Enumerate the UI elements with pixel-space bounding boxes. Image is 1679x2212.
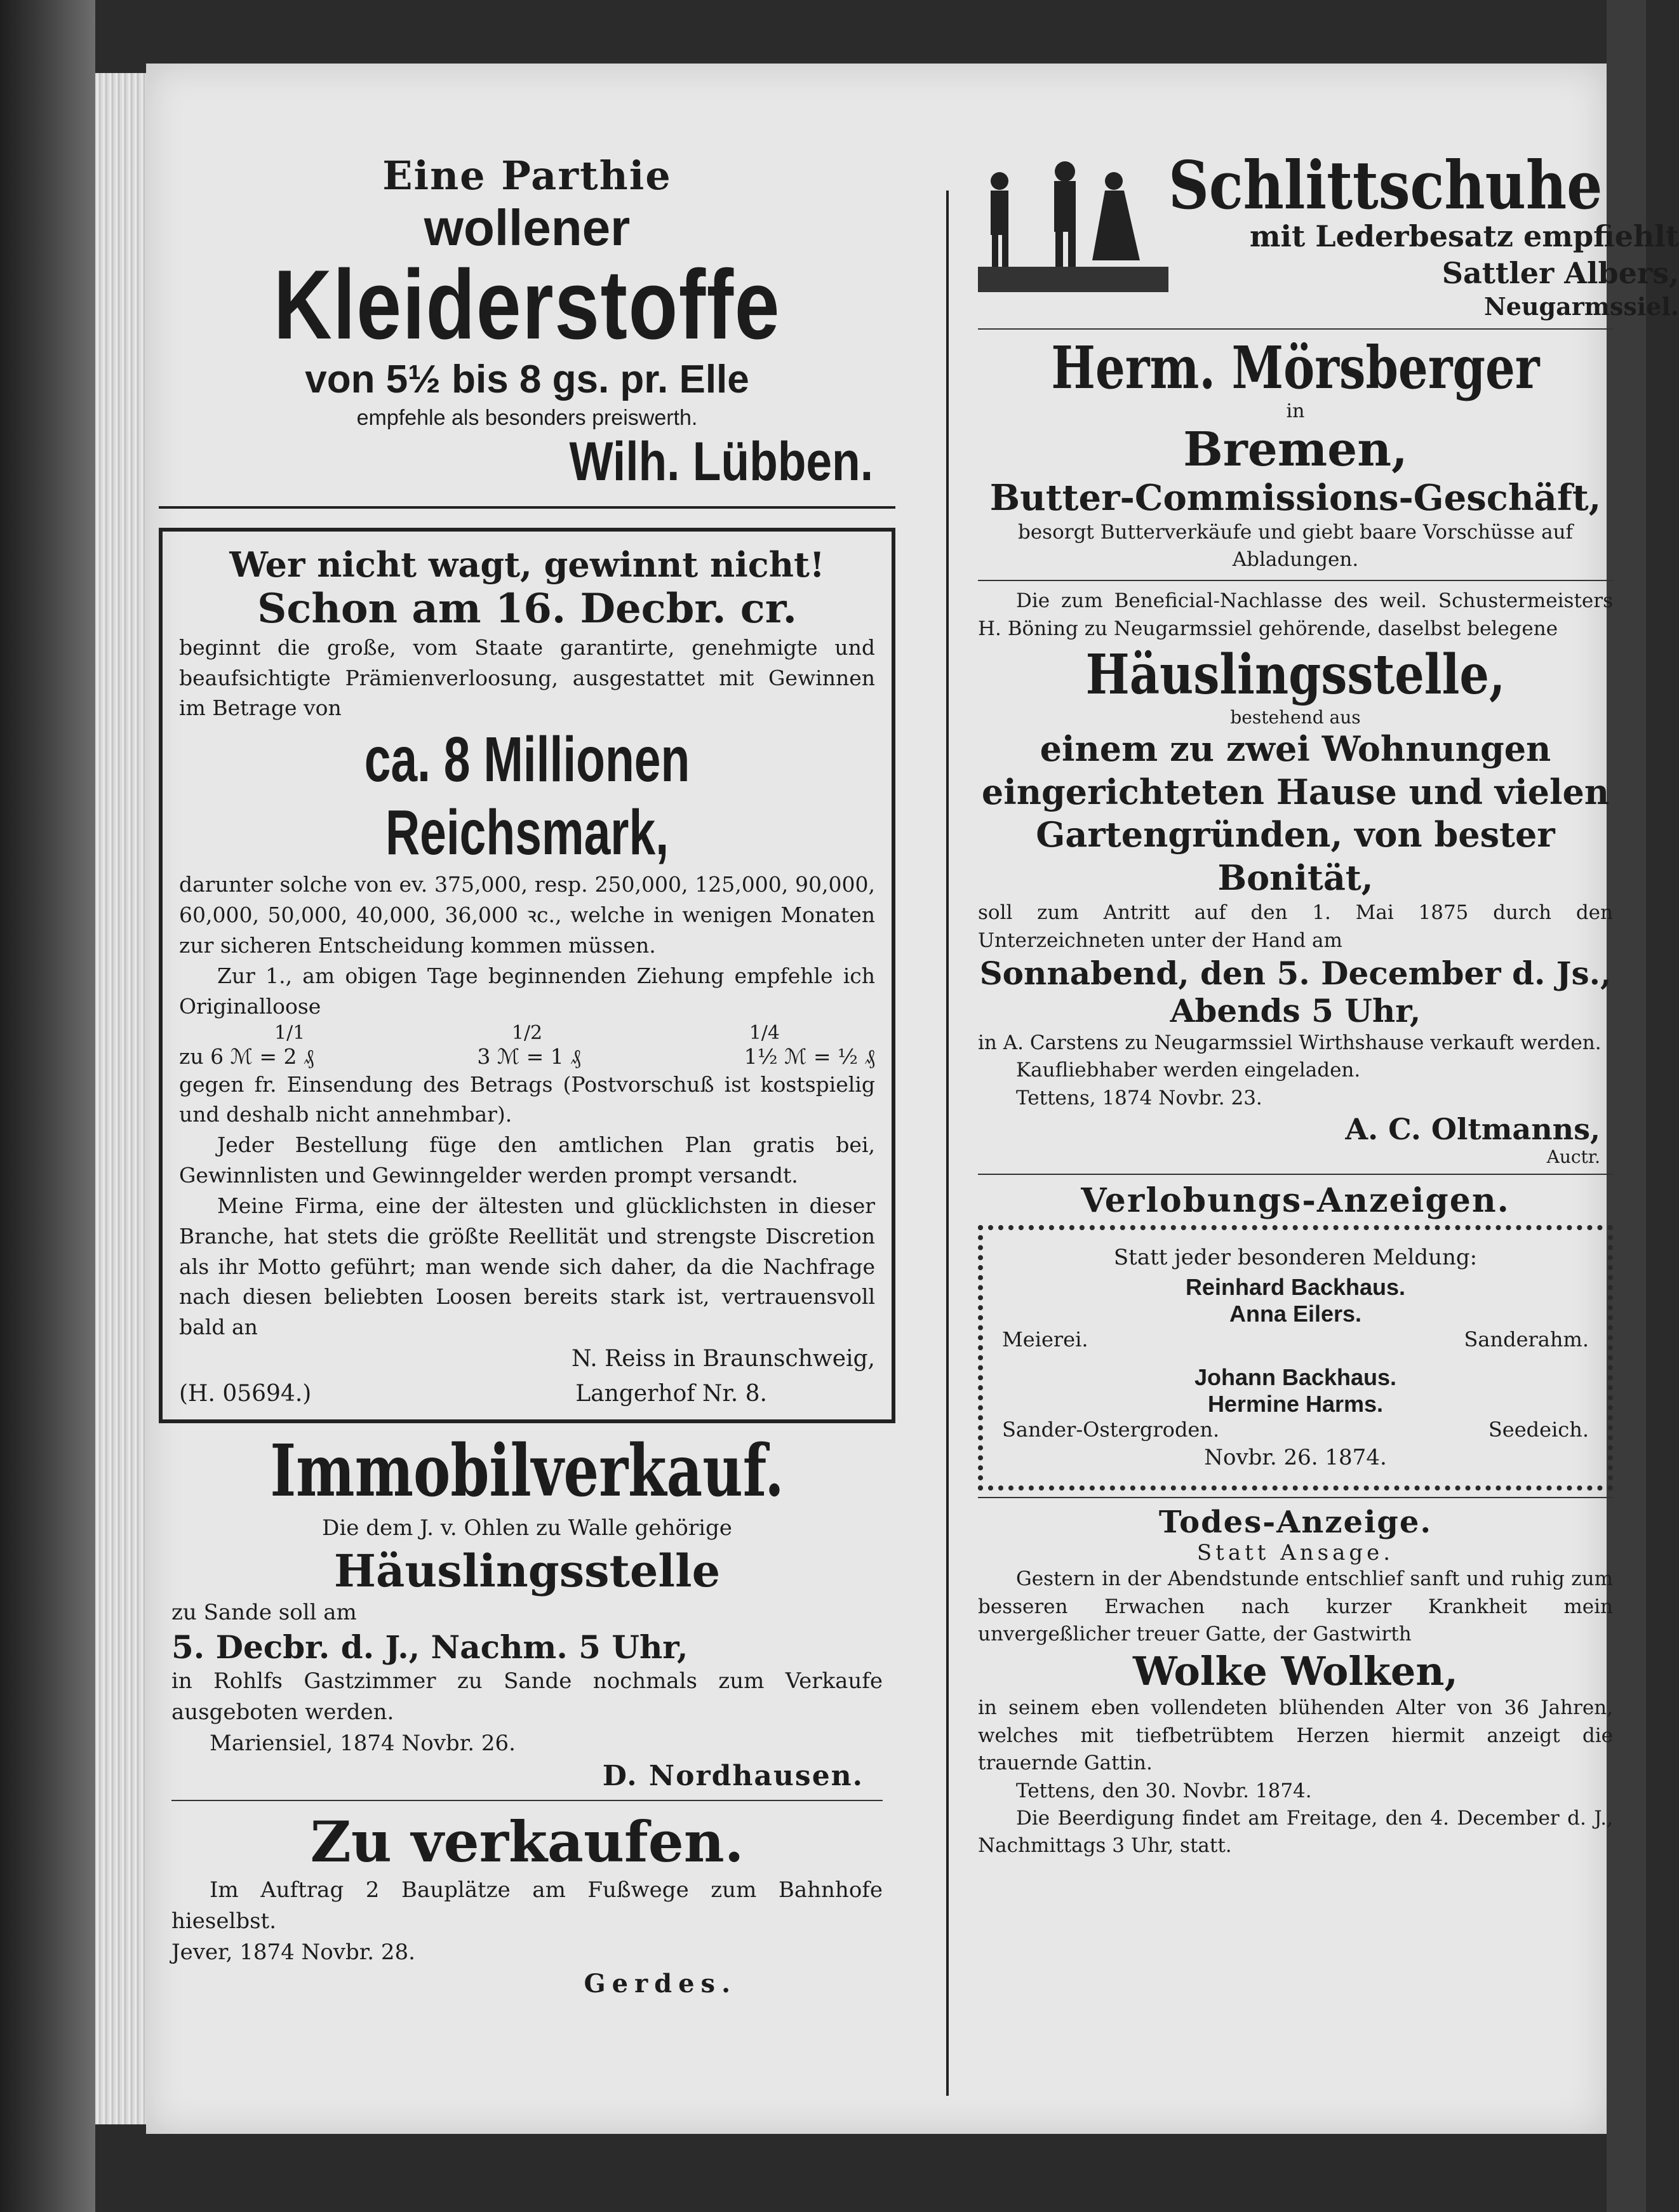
ad-herm xyxy=(978,333,1613,574)
ad-immobil-text2: in Rohlfs Gastzimmer zu Sande nochmals zum Verkaufe ausgeboten werden. xyxy=(171,1668,883,1726)
ad-herm-business: Butter-Commissions-Geschäft, xyxy=(989,476,1602,519)
ad-skates-line2: Sattler Albers, xyxy=(1442,255,1679,290)
ad-verl-places1 xyxy=(1002,1327,1589,1351)
ad-lottery-amount: ca. 8 Millionen Reichsmark, xyxy=(364,724,690,869)
ad-tod-sub: Statt Ansage. xyxy=(1196,1540,1395,1566)
ad-verl-name1: Reinhard Backhaus. xyxy=(1185,1274,1406,1301)
ad-lottery-para2: darunter solche von ev. 375,000, resp. 250,000, 125,000, 90,000, 60,000, 50,000, 40,000, 36,000 ꝛc., welche in wenigen Monaten zur sicheren Entscheidung kommen müssen. xyxy=(179,872,875,958)
ad-sale-text: Im Auftrag 2 Bauplätze am Fußwege zum Bahnhofe hieselbst. xyxy=(171,1877,883,1934)
ad-lottery-address: Langerhof Nr. 8. xyxy=(575,1381,767,1407)
ad-cloth-note: empfehle als besonders preiswerth. xyxy=(356,405,698,430)
ad-haus-title: Häuslingsstelle, xyxy=(1085,643,1506,707)
ad-tod-name: Wolke Wolken, xyxy=(1132,1648,1458,1695)
ad-lottery-head1: Wer nicht wagt, gewinnt nicht! xyxy=(229,544,825,585)
price-half: 3 ℳ = 1 ₰ xyxy=(477,1043,581,1069)
ad-cloth-line2: wollener xyxy=(424,199,631,256)
ad-lottery-code: (H. 05694.) xyxy=(179,1381,312,1407)
rule xyxy=(978,1174,1613,1175)
ad-skates-text xyxy=(1168,146,1679,322)
ad-todes xyxy=(978,1505,1613,1860)
skaters-illustration xyxy=(978,152,1168,298)
ad-immobil-signature: D. Nordhausen. xyxy=(602,1759,864,1792)
ad-haus xyxy=(978,587,1613,1167)
ad-haus-signature: A. C. Oltmanns, xyxy=(1345,1112,1600,1147)
fraction-quarter: 1/4 xyxy=(749,1021,780,1044)
ad-tod-text1: Gestern in der Abendstunde entschlief sanft und ruhig zum besseren Erwachen nach kurzer Krankheit mein unvergeßlicher treuer Gatte, der Gastwirth xyxy=(978,1567,1613,1646)
ad-cloth-price: von 5½ bis 8 gs. pr. Elle xyxy=(305,357,749,401)
ad-skates-line3: Neugarmssiel. xyxy=(1484,292,1679,321)
ad-immobil-text1: zu Sande soll am xyxy=(171,1599,357,1625)
ad-verl-place2-left: Sander-Ostergroden. xyxy=(1002,1418,1220,1442)
fraction-whole: 1/1 xyxy=(274,1021,305,1044)
ad-lottery-para5: Jeder Bestellung füge den amtlichen Plan gratis bei, Gewinnlisten und Gewinngelder werden prompt versandt. xyxy=(179,1132,875,1188)
ad-cloth-headline: Kleiderstoffe xyxy=(273,250,781,359)
rule xyxy=(978,328,1613,330)
ad-sale xyxy=(146,1809,908,1999)
rule xyxy=(978,580,1613,581)
ad-verlobung xyxy=(978,1181,1613,1491)
ad-lottery-sig-name: N. Reiss in Braunschweig, xyxy=(572,1346,875,1372)
ad-lottery xyxy=(159,528,895,1424)
ad-verl-place2-right: Seedeich. xyxy=(1488,1418,1589,1442)
ad-verl-date: Novbr. 26. 1874. xyxy=(1204,1445,1387,1471)
ad-haus-date2: Abends 5 Uhr, xyxy=(1170,992,1421,1030)
ad-lottery-para4: gegen fr. Einsendung des Betrags (Postvorschuß ist kostspielig und deshalb nicht annehmbar). xyxy=(179,1071,875,1127)
ad-verl-places2 xyxy=(1002,1418,1589,1442)
ad-lottery-prices xyxy=(179,1044,875,1069)
ad-tod-text2: in seinem eben vollendeten blühenden Alter von 36 Jahren, welches mit tiefbetrübtem Herzen hiermit anzeigt die trauernde Gattin. xyxy=(978,1696,1613,1775)
ad-haus-main: einem zu zwei Wohnungen eingerichteten Hause und vielen Gartengründen, von bester Bonität, xyxy=(981,728,1610,898)
ad-skates-line1: mit Lederbesatz empfiehlt xyxy=(1249,219,1679,253)
ad-herm-text: besorgt Butterverkäufe und giebt baare Vorschüsse auf Abladungen. xyxy=(1017,520,1574,572)
ad-cloth xyxy=(146,152,908,493)
ad-sale-signature: Gerdes. xyxy=(584,1968,737,1999)
price-whole: zu 6 ℳ = 2 ₰ xyxy=(179,1043,314,1069)
ad-haus-date1: Sonnabend, den 5. December d. Js., xyxy=(979,955,1612,993)
ad-tod-title: Todes-Anzeige. xyxy=(1158,1505,1433,1541)
ad-haus-sub: bestehend aus xyxy=(1230,707,1361,728)
column-divider xyxy=(946,191,949,2096)
ad-verl-name4: Hermine Harms. xyxy=(1207,1391,1384,1418)
ad-immobil xyxy=(146,1430,908,1792)
ad-haus-place: Tettens, 1874 Novbr. 23. xyxy=(1016,1086,1262,1109)
rule xyxy=(171,1800,883,1801)
ad-haus-title2: Auctr. xyxy=(1546,1146,1600,1168)
left-column xyxy=(146,152,908,1999)
ad-lottery-para1: beginnt die große, vom Staate garantirte, genehmigte und beaufsichtigte Prämienverloosung, ausgestattet mit Gewinnen im Betrage von xyxy=(179,634,875,721)
ad-verl-box xyxy=(978,1225,1613,1491)
ad-verl-place1-left: Meierei. xyxy=(1002,1327,1088,1352)
page-edges xyxy=(95,73,146,2124)
right-column xyxy=(978,146,1679,1860)
ad-verl-name2: Anna Eilers. xyxy=(1229,1301,1362,1327)
ad-haus-text2: in A. Carstens zu Neugarmssiel Wirthshause verkauft werden. xyxy=(978,1031,1602,1055)
ad-skates xyxy=(978,146,1679,322)
ad-verl-intro: Statt jeder besonderen Meldung: xyxy=(1113,1245,1478,1271)
ad-skates-title: Schlittschuhe xyxy=(1168,146,1603,224)
ad-herm-city: Bremen, xyxy=(1183,422,1408,477)
rule xyxy=(159,506,895,509)
ad-tod-text3: Die Beerdigung findet am Freitage, den 4. December d. J., Nachmittags 3 Uhr, statt. xyxy=(978,1806,1613,1858)
ad-immobil-title: Immobilverkauf. xyxy=(270,1430,784,1513)
ad-herm-name: Herm. Mörsberger xyxy=(1051,333,1540,402)
ad-immobil-place: Mariensiel, 1874 Novbr. 26. xyxy=(210,1731,516,1757)
ad-herm-in: in xyxy=(1286,399,1305,422)
ad-verl-title: Verlobungs-Anzeigen. xyxy=(1081,1181,1510,1221)
ad-lottery-sig-row xyxy=(179,1381,875,1407)
fraction-half: 1/2 xyxy=(511,1021,543,1044)
ad-cloth-line1: Eine Parthie xyxy=(382,152,672,199)
price-quarter: 1½ ℳ = ½ ₰ xyxy=(744,1043,875,1069)
ad-lottery-fractions xyxy=(179,1022,875,1044)
book-spine xyxy=(0,0,95,2212)
ad-cloth-signature: Wilh. Lübben. xyxy=(569,431,873,492)
ad-verl-name3: Johann Backhaus. xyxy=(1194,1364,1397,1391)
ad-immobil-heading: Häuslingsstelle xyxy=(333,1544,721,1597)
ad-haus-text3: Kaufliebhaber werden eingeladen. xyxy=(1016,1059,1361,1082)
ad-haus-text1: soll zum Antritt auf den 1. Mai 1875 durch den Unterzeichneten unter der Hand am xyxy=(978,901,1613,952)
ad-sale-title: Zu verkaufen. xyxy=(310,1808,744,1875)
ad-tod-place: Tettens, den 30. Novbr. 1874. xyxy=(1016,1779,1312,1802)
ad-lottery-para6: Meine Firma, eine der ältesten und glücklichsten in dieser Branche, hat stets die größte Reellität und strengste Discretion als ihr Motto geführt; man wende sich daher, da die Nachfrage nach diesen beliebten Loosen bereits stark ist, vertrauensvoll bald an xyxy=(179,1193,875,1340)
ad-lottery-para3: Zur 1., am obigen Tage beginnenden Ziehung empfehle ich Originalloose xyxy=(179,963,875,1019)
ad-haus-intro: Die zum Beneficial-Nachlasse des weil. Schustermeisters H. Böning zu Neugarmssiel gehörende, daselbst belegene xyxy=(978,589,1613,640)
ad-lottery-head2: Schon am 16. Decbr. cr. xyxy=(257,584,797,633)
rule xyxy=(978,1497,1613,1498)
ad-immobil-date: 5. Decbr. d. J., Nachm. 5 Uhr, xyxy=(171,1628,688,1666)
ad-verl-place1-right: Sanderahm. xyxy=(1464,1327,1589,1352)
ad-sale-place: Jever, 1874 Novbr. 28. xyxy=(171,1940,415,1966)
ad-immobil-intro: Die dem J. v. Ohlen zu Walle gehörige xyxy=(322,1515,732,1541)
